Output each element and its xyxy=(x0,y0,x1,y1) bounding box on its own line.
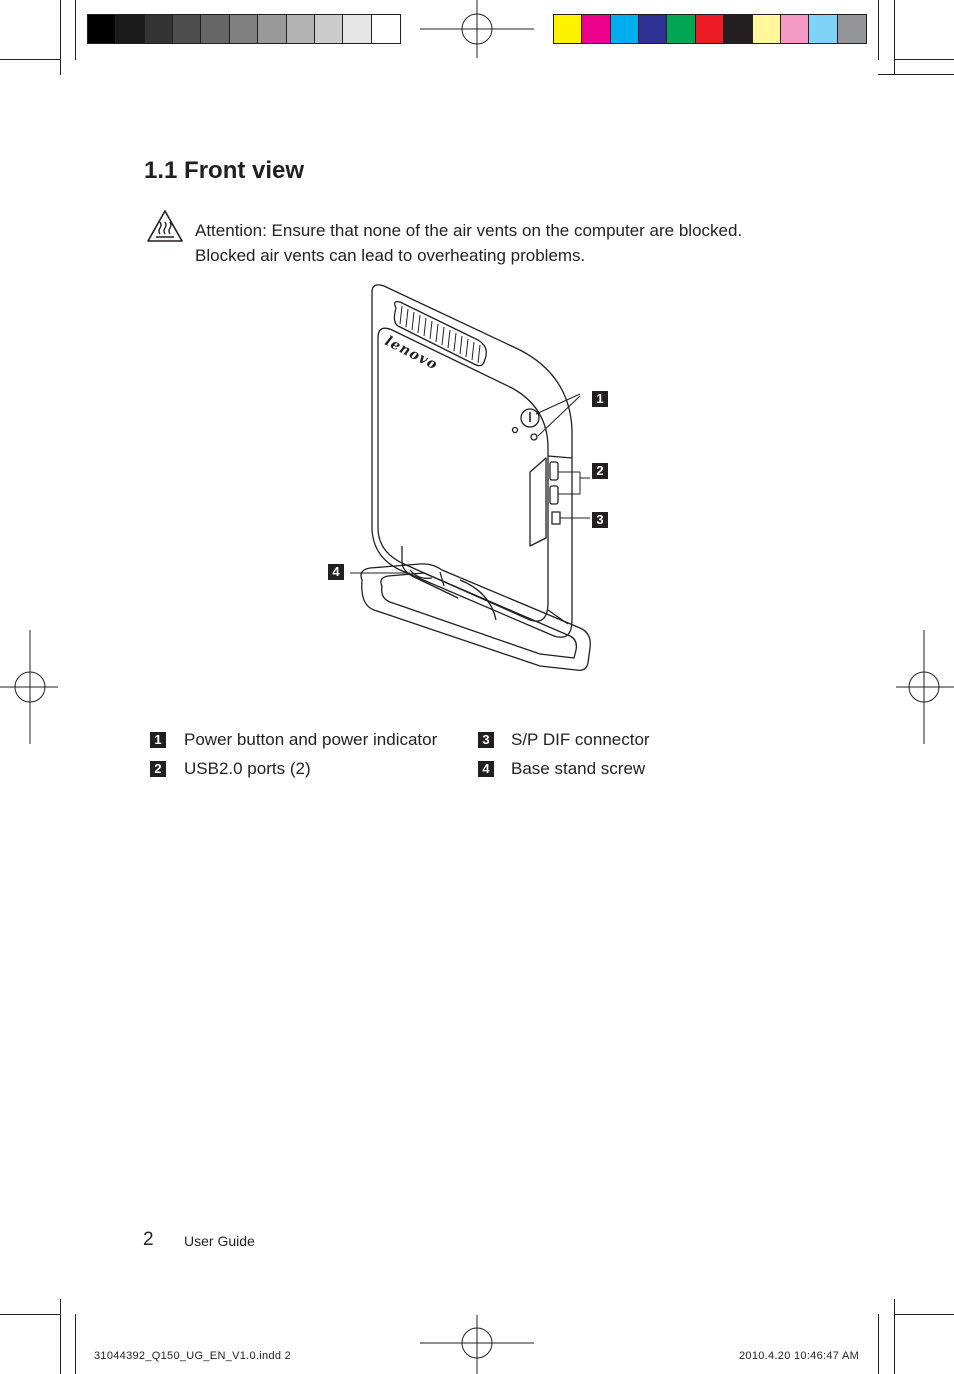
color-swatch xyxy=(145,15,173,43)
color-swatch xyxy=(315,15,343,43)
color-swatch xyxy=(753,15,781,43)
color-swatch xyxy=(116,15,144,43)
slug-filename: 31044392_Q150_UG_EN_V1.0.indd 2 xyxy=(94,1350,292,1362)
computer-front-view-illustration xyxy=(340,280,620,700)
section-title: 1.1 Front view xyxy=(144,157,305,184)
color-swatch xyxy=(724,15,752,43)
usb-port-2 xyxy=(550,486,558,504)
color-swatch xyxy=(639,15,667,43)
color-swatch xyxy=(173,15,201,43)
legend-number: 4 xyxy=(478,761,494,777)
callout-2: 2 xyxy=(592,463,608,479)
legend-number: 1 xyxy=(150,732,166,748)
legend-number: 3 xyxy=(478,732,494,748)
legend-number: 2 xyxy=(150,761,166,777)
callout-4: 4 xyxy=(328,564,344,580)
attention-line-2: Blocked air vents can lead to overheating problems. xyxy=(195,246,586,265)
legend-text: S/P DIF connector xyxy=(511,730,650,749)
legend-text: Power button and power indicator xyxy=(184,730,438,749)
color-swatch xyxy=(611,15,639,43)
usb-port-1 xyxy=(550,462,558,480)
power-indicator xyxy=(513,428,518,433)
color-bar xyxy=(553,14,867,44)
color-swatch xyxy=(201,15,229,43)
color-swatch xyxy=(838,15,866,43)
color-swatch xyxy=(287,15,315,43)
running-footer: User Guide xyxy=(184,1233,255,1249)
legend-text: Base stand screw xyxy=(511,759,646,778)
color-swatch xyxy=(258,15,286,43)
color-swatch xyxy=(781,15,809,43)
color-swatch xyxy=(809,15,837,43)
legend-text: USB2.0 ports (2) xyxy=(184,759,311,778)
attention-note xyxy=(195,218,815,268)
base-stand xyxy=(361,564,590,670)
hot-surface-warning-icon xyxy=(146,209,184,243)
color-swatch xyxy=(667,15,695,43)
spdif-connector xyxy=(552,512,560,524)
callout-3: 3 xyxy=(592,512,608,528)
callout-1: 1 xyxy=(592,391,608,407)
color-swatch xyxy=(554,15,582,43)
attention-line-1: Ensure that none of the air vents on the computer are blocked. xyxy=(266,221,743,240)
color-swatch xyxy=(343,15,371,43)
brand-logo: lenovo xyxy=(382,333,441,374)
color-swatch xyxy=(88,15,116,43)
color-swatch xyxy=(230,15,258,43)
color-swatch xyxy=(372,15,400,43)
color-swatch xyxy=(582,15,610,43)
slug-timestamp: 2010.4.20 10:46:47 AM xyxy=(739,1350,860,1362)
color-swatch xyxy=(696,15,724,43)
attention-label: Attention: xyxy=(195,221,267,240)
grayscale-bar xyxy=(87,14,401,44)
page-number: 2 xyxy=(143,1229,154,1250)
